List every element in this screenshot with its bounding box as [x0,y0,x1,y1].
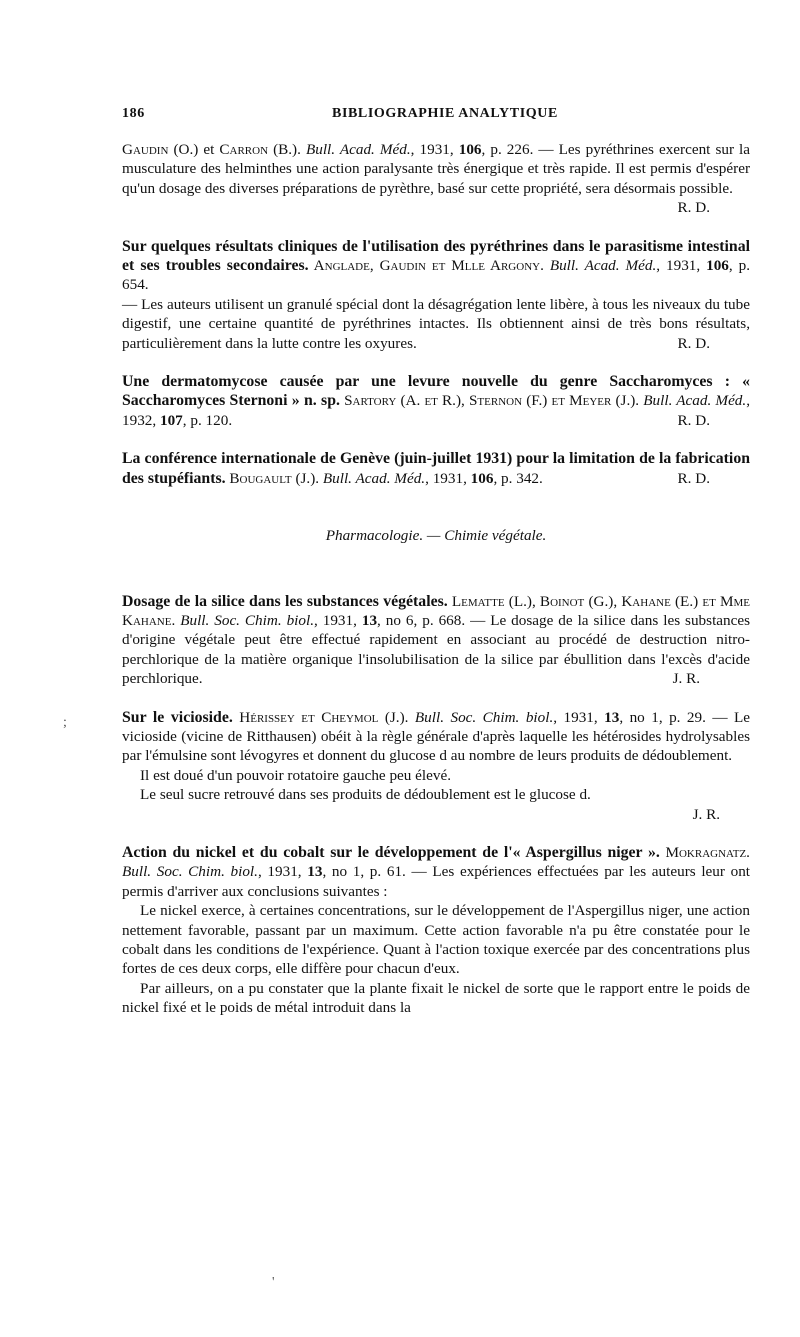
author-name: Carron [219,141,269,158]
volume: 13 [361,611,378,629]
journal-name: Bull. Soc. Chim. biol. [414,708,554,726]
journal-name: Bull. Acad. Méd. [643,392,747,410]
entry-title: Action du nickel et du cobalt sur le développement de l'« Aspergillus niger ». [122,843,660,861]
text-column [122,140,750,1037]
bibliography-entry [122,237,750,353]
margin-mark: ; [63,715,67,730]
journal-name: Bull. Acad. Méd. [549,257,657,275]
year: , 1931, [410,141,459,158]
entry-authors: Mokragnatz. [659,843,750,861]
entry-title: La conférence internationale de Genève (juin-juillet 1931) pour la limitation de la fabrication des stupéfiants. [122,450,750,487]
volume: 13 [307,863,323,881]
bibliography-entry [122,372,750,430]
running-header [122,106,750,126]
bibliography-entry [122,449,750,488]
entry-authors: Lematte (L.), Boinot (G.), Kahane (E.) et Mme Kahane. [122,592,751,629]
volume: 107 [159,411,183,429]
pages: , no 6, p. 668. [377,611,466,629]
entry-authors: Sartory (A. et R.), Sternon (F.) et Meyer (J.). [339,392,644,410]
entry-title: Une dermatomycose causée par une levure nouvelle du genre Saccharomyces : « Saccharomyces Sternoni » n. sp. [122,373,750,410]
pages: , p. 654. [122,257,751,294]
journal-name: Bull. Acad. Méd. [305,141,411,158]
entry-authors: Bougault (J.). [225,469,323,487]
entry-body: — Les expériences effectuées par les auteurs leur ont permis d'arriver aux conclusions suivantes : [122,863,751,900]
pages: , p. 342. [493,469,543,487]
bibliography-entry [122,140,750,218]
reviewer-signature: J. R. [692,805,720,823]
entry-body: — Le vicioside (vicine de Ritthausen) obéit à la règle générale d'après laquelle les hétérosides hydrolysables par l'émulsine sont lévogyres et donnent du glucose d au nombre de leurs produits de dédoublement. [122,708,751,765]
year: , 1931, [553,708,605,726]
page-number: 186 [122,106,145,121]
reviewer-signature: R. D. [677,411,710,429]
author-initials: (O.) et [168,141,220,158]
pages: , no 1, p. 29. [619,708,706,726]
volume: 106 [706,257,729,275]
bibliography-entry [122,843,750,1018]
entry-paragraph: Il est doué d'un pouvoir rotatoire gauche peu élevé. [140,766,452,784]
volume: 106 [458,141,482,158]
journal-name: Bull. Soc. Chim. biol. [180,611,314,629]
volume: 13 [604,708,620,726]
entry-title: Sur le vicioside. [122,708,233,726]
entry-authors: Anglade, Gaudin et Mlle Argony. [308,257,550,275]
volume: 106 [470,469,494,487]
journal-name: Bull. Soc. Chim. biol. [122,863,258,881]
entry-title: Dosage de la silice dans les substances végétales. [122,592,448,610]
reviewer-signature: J. R. [672,670,700,688]
author-name: Gaudin [122,141,169,158]
entry-paragraph: Le seul sucre retrouvé dans ses produits de dédoublement est le glucose d. [140,786,591,804]
pages: , p. 120. [182,411,233,429]
entry-paragraph: Par ailleurs, on a pu constater que la plante fixait le nickel de sorte que le rapport entre le poids de nickel fixé et le poids de métal introduit dans la [122,979,750,1017]
author-initials: (B.). [268,141,306,158]
running-title: BIBLIOGRAPHIE ANALYTIQUE [332,106,558,121]
entry-title: Sur quelques résultats cliniques de l'utilisation des pyréthrines dans le parasitisme intestinal et ses troubles secondaires. [122,237,750,275]
bibliography-entry [122,708,750,824]
bibliography-entry [122,592,750,689]
entry-authors: Hérissey et Cheymol (J.). [232,708,415,726]
journal-name: Bull. Acad. Méd. [322,469,426,487]
year: , 1931, [314,611,362,629]
reviewer-signature: R. D. [677,469,710,487]
reviewer-signature: R. D. [677,334,710,352]
pages: , no 1, p. 61. [322,863,406,881]
margin-mark: ' [272,1275,275,1290]
entry-paragraph: Le nickel exerce, à certaines concentrations, sur le développement de l'Aspergillus niger, une action nettement favorable, passant par un maximum. Cette action favorable n'a pu être constatée pour le cobalt dans les conditions de l'expérience. Quant à l'action toxique exercée par des concentrations plus fortes de ces deux corps, elle diffère pour chacun d'eux. [122,902,750,978]
reviewer-signature: R. D. [677,199,710,217]
year: , 1931, [257,863,308,881]
year: , 1932, [122,392,750,429]
entry-body: , p. 226. — Les pyréthrines exercent sur la musculature des helminthes une action paralysante très énergique et très rapide. Il est permis d'espérer qu'un dosage des diverses préparations de pyrèthre, basé sur cette propriété, sera désormais possible. [122,141,751,197]
year: , 1931, [425,469,471,487]
entry-body: — Le dosage de la silice dans les substances d'origine végétale peut être effectué rapidement en associant au procédé de destruction nitro-perchlorique de la matière organique l'insolubilisation de la silice par ébullition dans l'excès d'acide perchlorique. [122,611,751,688]
section-heading: Pharmacologie. — Chimie végétale. [325,527,547,545]
entry-body: — Les auteurs utilisent un granulé spécial dont la désagrégation lente libère, à tous les niveaux du tube digestif, une certaine quantité de pyréthrines intactes. Ils obtiennent ainsi de très bons résultats, particulièrement dans la lutte contre les oxyures. [122,295,750,352]
year: , 1931, [656,257,707,275]
